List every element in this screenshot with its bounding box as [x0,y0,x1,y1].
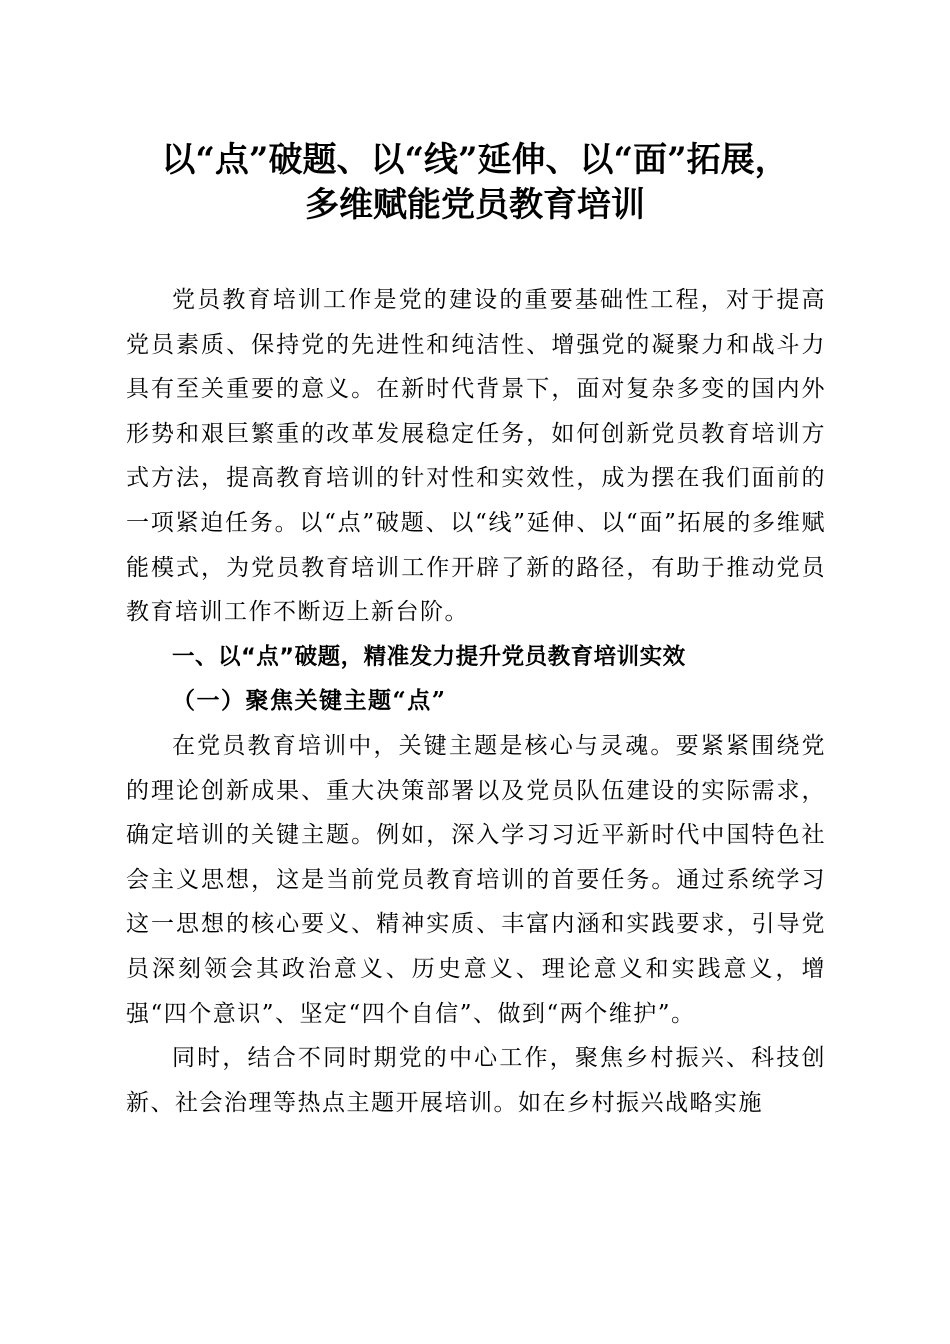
document-title-line-2: 多维赋能党员教育培训 [305,185,645,225]
document-title-line-1: 以“点”破题、以“线”延伸、以“面”拓展， [161,140,789,180]
section-heading-1: 一、以“点”破题，精准发力提升党员教育培训实效 [172,643,686,670]
subsection-heading-1: （一）聚焦关键主题“点” [172,687,447,715]
paragraph-intro: 党员教育培训工作是党的建设的重要基础性工程，对于提高党员素质、保持党的先进性和纯洁性、增强党的凝聚力和战斗力具有至关重要的意义。在新时代背景下，面对复杂多变的国内外形势和艰巨繁重的改革发展稳定任务，如何创新党员教育培训方式方法，提高教育培训的针对性和实效性，成为摆在我们面前的一项紧迫任务。以“点”破题、以“线”延伸、以“面”拓展的多维赋能模式，为党员教育培训工作开辟了新的路径，有助于推动党员教育培训工作不断迈上新台阶。 [126,287,826,626]
paragraph-hot-topics: 同时，结合不同时期党的中心工作，聚焦乡村振兴、科技创新、社会治理等热点主题开展培训。如在乡村振兴战略实施 [126,1045,826,1116]
document-body [126,278,826,1125]
paragraph-key-theme: 在党员教育培训中，关键主题是核心与灵魂。要紧紧围绕党的理论创新成果、重大决策部署以及党员队伍建设的实际需求，确定培训的关键主题。例如，深入学习习近平新时代中国特色社会主义思想，这是当前党员教育培训的首要任务。通过系统学习这一思想的核心要义、精神实质、丰富内涵和实践要求，引导党员深刻领会其政治意义、历史意义、理论意义和实践意义，增强“四个意识”、坚定“四个自信”、做到“两个维护”。 [126,732,826,1027]
